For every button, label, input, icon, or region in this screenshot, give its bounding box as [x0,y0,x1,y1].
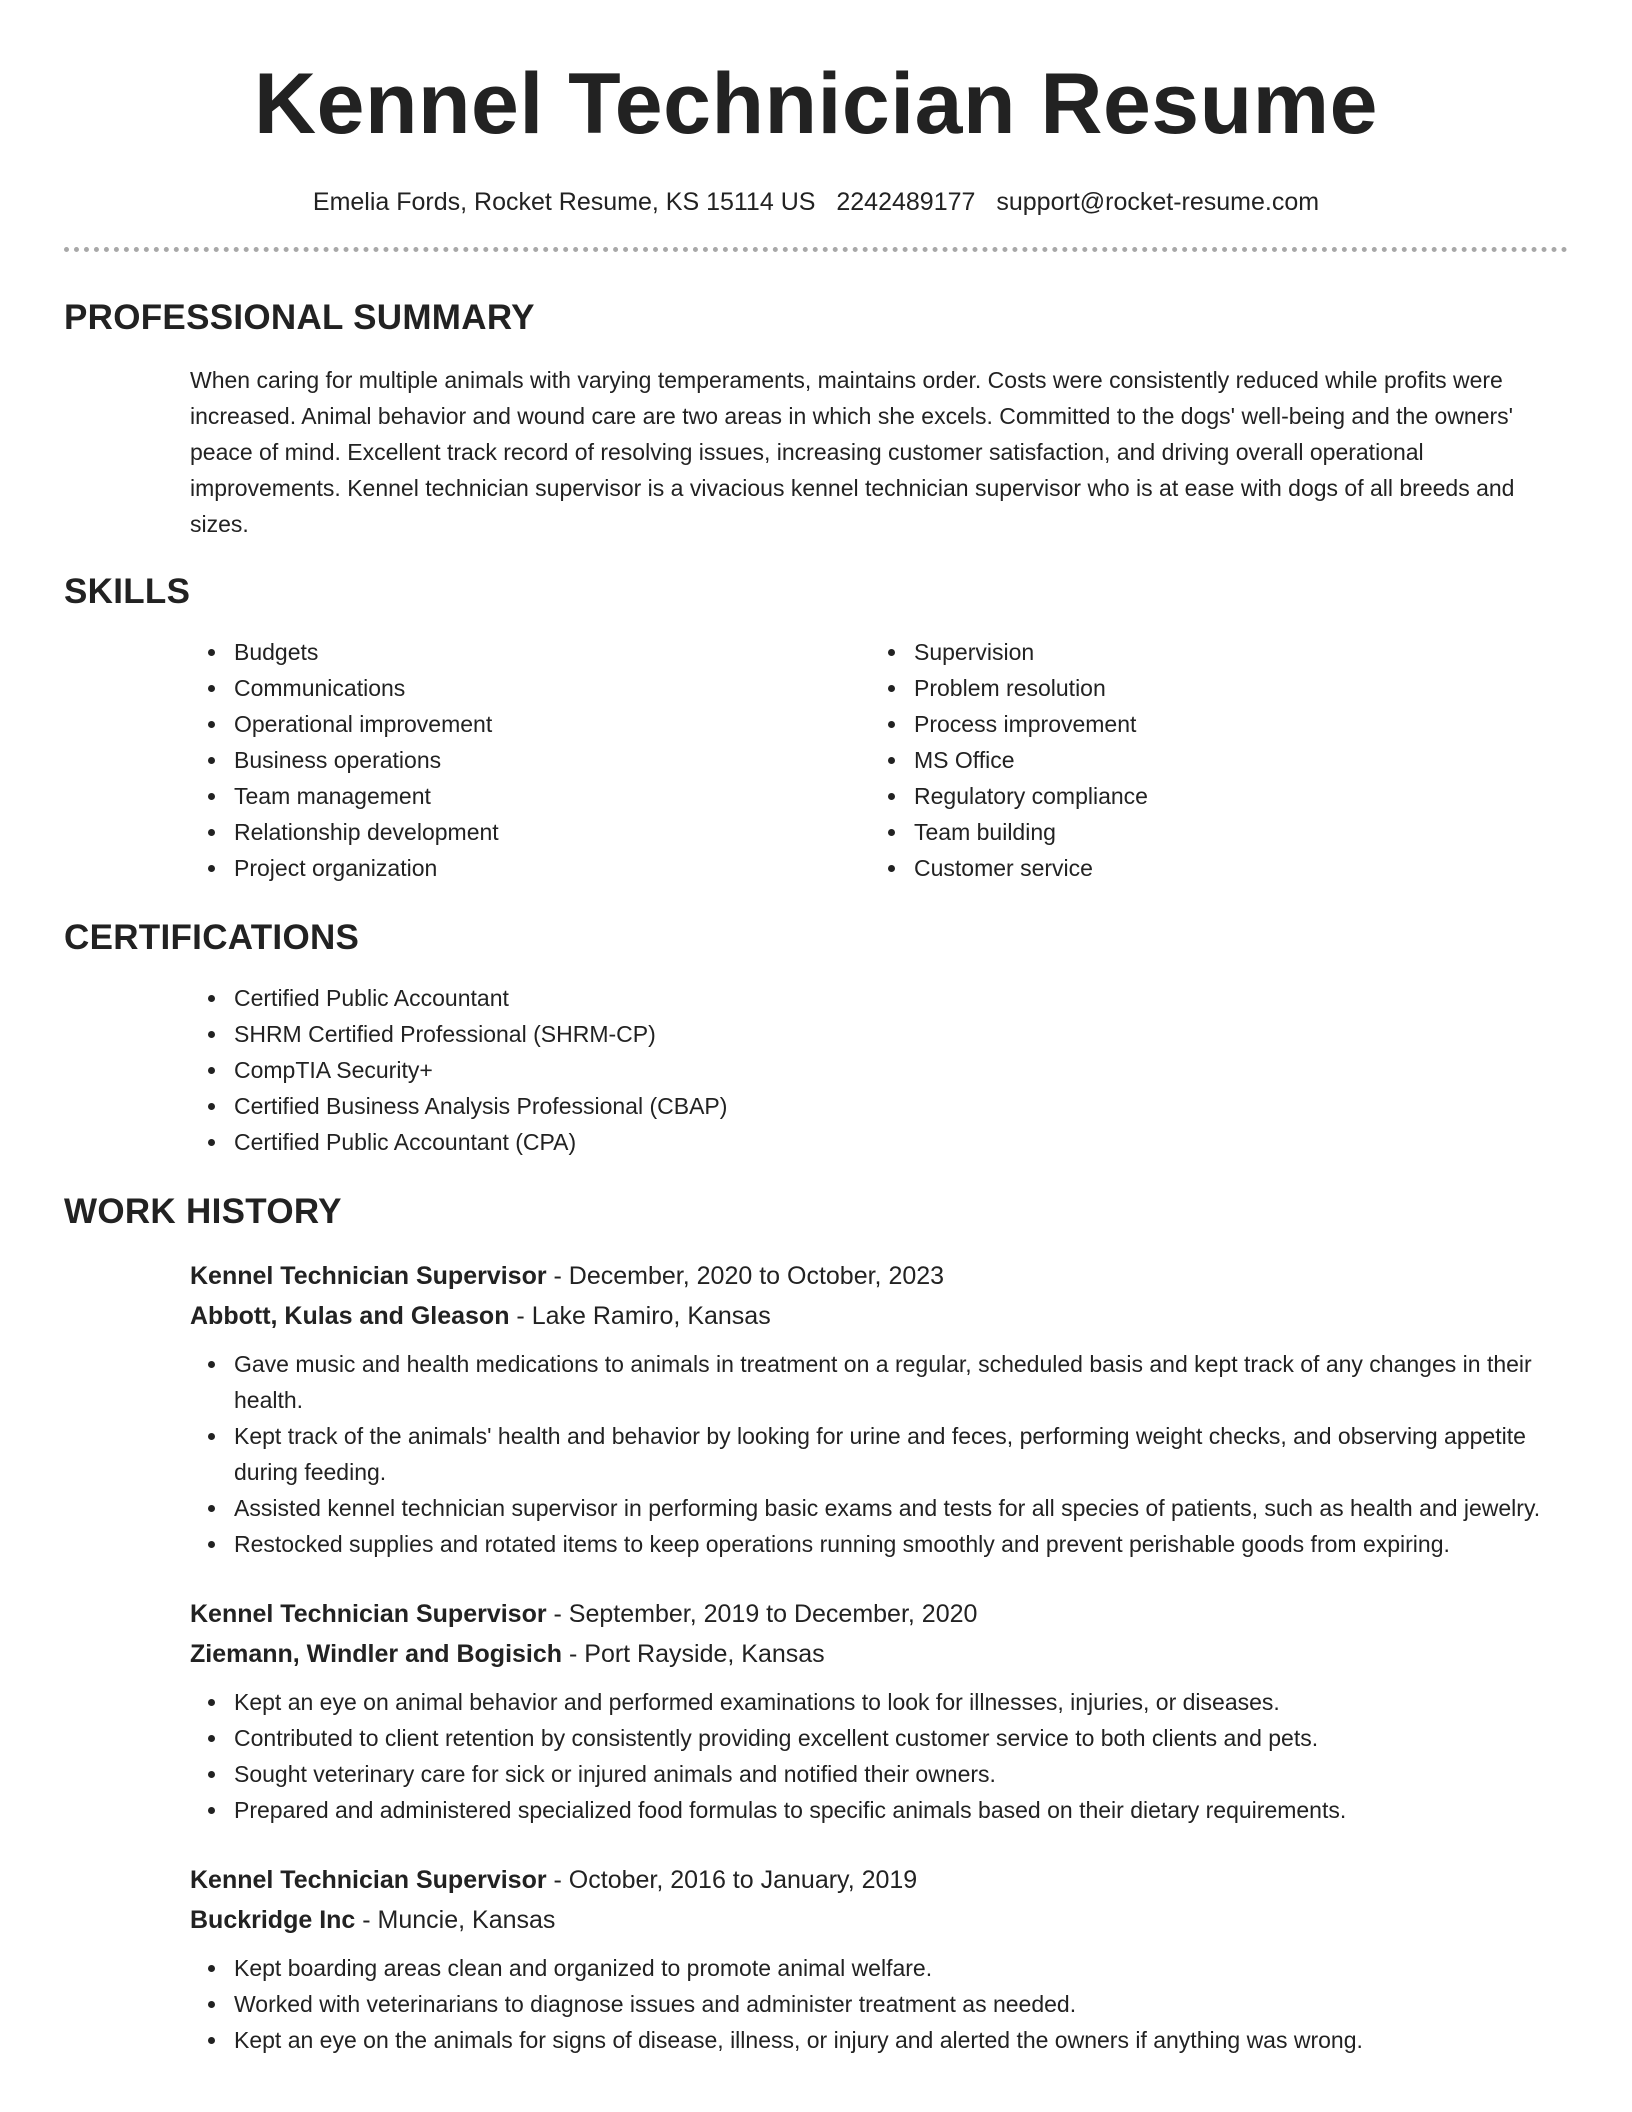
job-title-line [190,1860,1568,1900]
job-duty-item: Kept an eye on the animals for signs of disease, illness, or injury and alerted the owners if anything was wrong. [234,2022,1568,2058]
job-duty-item: Worked with veterinarians to diagnose issues and administer treatment as needed. [234,1986,1568,2022]
job-company: Abbott, Kulas and Gleason [190,1302,510,1330]
job-duty-item: Contributed to client retention by consistently providing excellent customer service to both clients and pets. [234,1720,1568,1756]
job-duty-item: Sought veterinary care for sick or injured animals and notified their owners. [234,1756,1568,1792]
job-dates: - December, 2020 to October, 2023 [546,1262,945,1290]
skill-item: Process improvement [914,706,1550,742]
skill-item: Relationship development [234,814,870,850]
job-duties [190,1684,1568,1828]
skill-item: Regulatory compliance [914,778,1550,814]
job-entry [190,1860,1568,2058]
summary-text: When caring for multiple animals with varying temperaments, maintains order. Costs were consistently reduced while profits were increased. Animal behavior and wound care are two areas in which she excels. Committed to the dogs' well-being and the owners' peace of mind. Excellent track record of resolving issues, increasing customer satisfaction, and driving overall operational improvements. Kennel technician supervisor is a vivacious kennel technician supervisor who is at ease with dogs of all breeds and sizes. [190,367,1515,537]
job-location: - Lake Ramiro, Kansas [509,1302,771,1330]
skill-item: Communications [234,670,870,706]
certifications-list [190,980,1568,1160]
skill-item: Budgets [234,634,870,670]
contact-phone: 2242489177 [836,188,976,216]
work-history-heading: WORK HISTORY [64,1192,342,1231]
job-duty-item: Prepared and administered specialized food formulas to specific animals based on their dietary requirements. [234,1792,1568,1828]
job-title: Kennel Technician Supervisor [190,1866,547,1894]
job-company-line [190,1900,1568,1940]
skill-item: Business operations [234,742,870,778]
job-duty-item: Kept an eye on animal behavior and performed examinations to look for illnesses, injuries, or diseases. [234,1684,1568,1720]
skills-column-right [870,634,1550,886]
certification-item: CompTIA Security+ [234,1052,1568,1088]
job-duty-item: Restocked supplies and rotated items to keep operations running smoothly and prevent perishable goods from expiring. [234,1526,1568,1562]
job-entry [190,1594,1568,1828]
job-title: Kennel Technician Supervisor [190,1262,547,1290]
job-location: - Muncie, Kansas [355,1906,556,1934]
job-dates: - October, 2016 to January, 2019 [546,1866,918,1894]
job-company-line [190,1296,1568,1336]
summary-heading: PROFESSIONAL SUMMARY [64,298,535,337]
certifications-heading: CERTIFICATIONS [64,918,360,957]
job-duty-item: Kept boarding areas clean and organized to promote animal welfare. [234,1950,1568,1986]
skill-item: MS Office [914,742,1550,778]
skill-item: Supervision [914,634,1550,670]
skills-list [190,634,1568,886]
skill-item: Problem resolution [914,670,1550,706]
skill-item: Operational improvement [234,706,870,742]
contact-email: support@rocket-resume.com [996,188,1320,216]
job-entry [190,1256,1568,1562]
skill-item: Customer service [914,850,1550,886]
contact-address: Emelia Fords, Rocket Resume, KS 15114 US [312,188,816,216]
skills-column-left [190,634,870,886]
job-company: Buckridge Inc [190,1906,356,1934]
job-title-line [190,1256,1568,1296]
skills-heading: SKILLS [64,572,191,611]
job-company-line [190,1634,1568,1674]
job-duties [190,1950,1568,2058]
contact-line [64,186,1568,218]
job-title: Kennel Technician Supervisor [190,1600,547,1628]
job-duty-item: Assisted kennel technician supervisor in performing basic exams and tests for all species of patients, such as health and jewelry. [234,1490,1568,1526]
job-company: Ziemann, Windler and Bogisich [190,1640,563,1668]
job-title-line [190,1594,1568,1634]
resume-title: Kennel Technician Resume [254,56,1378,152]
certification-item: Certified Public Accountant (CPA) [234,1124,1568,1160]
certification-item: Certified Business Analysis Professional (CBAP) [234,1088,1568,1124]
job-duty-item: Gave music and health medications to animals in treatment on a regular, scheduled basis and kept track of any changes in their health. [234,1346,1568,1418]
skill-item: Team building [914,814,1550,850]
skill-item: Project organization [234,850,870,886]
job-duties [190,1346,1568,1562]
job-dates: - September, 2019 to December, 2020 [546,1600,978,1628]
skill-item: Team management [234,778,870,814]
certification-item: Certified Public Accountant [234,980,1568,1016]
job-duty-item: Kept track of the animals' health and behavior by looking for urine and feces, performing weight checks, and observing appetite during feeding. [234,1418,1568,1490]
job-location: - Port Rayside, Kansas [562,1640,825,1668]
header-divider [64,247,1568,252]
certification-item: SHRM Certified Professional (SHRM-CP) [234,1016,1568,1052]
